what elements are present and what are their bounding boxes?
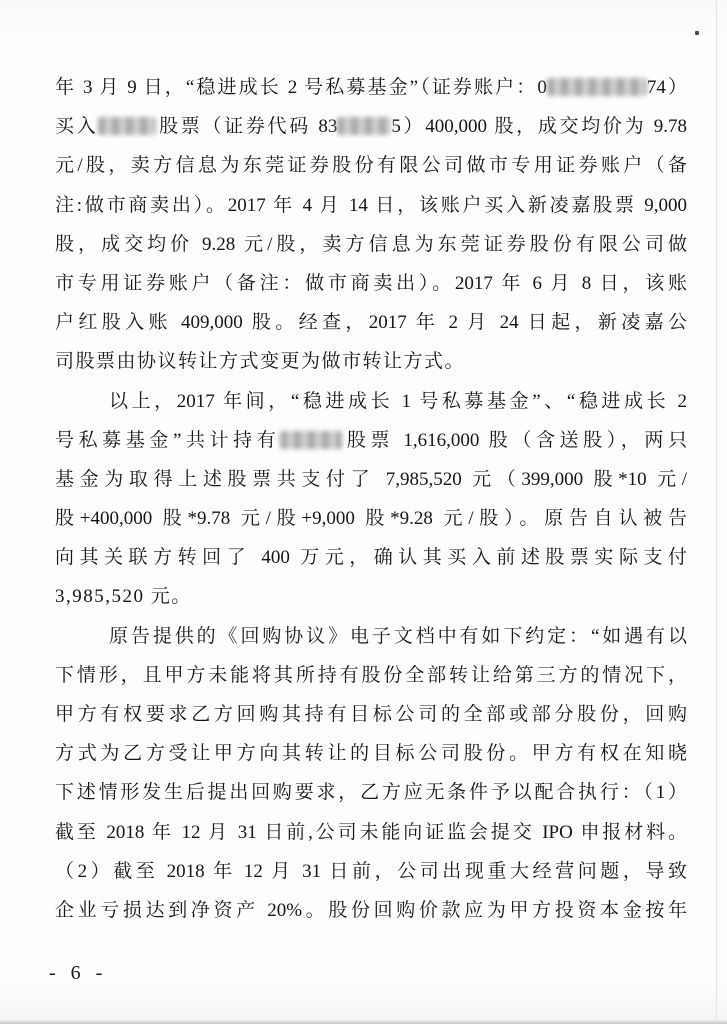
document-line: [55, 342, 687, 381]
document-text-segment: 基金为取得上述股票共支付了 7,985,520 元（399,000 股*10 元/: [55, 468, 687, 490]
document-line: [55, 538, 687, 577]
document-text-segment: 年 3 月 9 日，“稳进成长 2 号私募基金”（证券账户：0: [55, 77, 547, 98]
document-line: [55, 303, 687, 342]
document-text-segment: 股+400,000 股*9.78 元/股+9,000 股*9.28 元/股）。原告自认被告: [55, 508, 687, 530]
document-line: [55, 773, 687, 812]
document-text: [55, 68, 687, 930]
scan-speck-artifact: [695, 31, 699, 35]
document-text-segment: 下情形，且甲方未能将其所持有股份全部转让给第三方的情况下，: [55, 664, 687, 686]
document-line: [55, 107, 687, 146]
document-text-segment: 以上，2017 年间，“稳进成长 1 号私募基金”、“稳进成长 2: [109, 390, 687, 412]
document-text-segment: 号私募基金”共计持有: [55, 429, 281, 451]
document-text-segment: 5）400,000 股，成交均价为 9.78: [391, 116, 687, 138]
document-line: [55, 421, 687, 460]
document-text-segment: 甲方有权要求乙方回购其持有目标公司的全部或部分股份，回购: [55, 704, 687, 725]
document-line: [55, 617, 687, 656]
document-text-segment: 注:做市商卖出）。2017 年 4 月 14 日，该账户买入新凌嘉股票 9,000: [55, 194, 687, 216]
document-line: [55, 382, 687, 421]
document-text-segment: 买入: [55, 116, 99, 138]
document-text-segment: 元/股，卖方信息为东莞证券股份有限公司做市专用证券账户（备: [55, 155, 687, 177]
document-text-segment: 3,985,520 元。: [55, 586, 192, 608]
redacted-text: [98, 117, 156, 135]
document-line: [55, 460, 687, 499]
document-text-segment: 企业亏损达到净资产 20%。股份回购价款应为甲方投资本金按年: [55, 899, 687, 921]
document-line: [55, 146, 687, 185]
document-line: [55, 225, 687, 264]
document-line: [55, 695, 687, 734]
document-line: [55, 852, 687, 891]
redacted-text: [337, 117, 391, 135]
document-text-segment: 下述情形发生后提出回购要求，乙方应无条件予以配合执行：（1）: [55, 782, 687, 804]
scan-bottom-edge-shadow: [0, 1020, 727, 1024]
document-text-segment: 股票 1,616,000 股（含送股），两只: [342, 429, 687, 451]
document-text-segment: （2）截至 2018 年 12 月 31 日前，公司出现重大经营问题，导致: [55, 860, 687, 882]
document-text-segment: 方式为乙方受让甲方向其转让的目标公司股份。甲方有权在知晓: [55, 743, 687, 765]
page-number: - 6 -: [49, 962, 108, 984]
document-line: [55, 734, 687, 773]
document-line: [55, 264, 687, 303]
redacted-text: [547, 78, 647, 96]
document-line: [55, 891, 687, 930]
document-line: [55, 577, 687, 616]
document-line: [55, 813, 687, 852]
document-text-segment: 截至 2018 年 12 月 31 日前,公司未能向证监会提交 IPO 申报材料。: [55, 821, 687, 843]
document-text-segment: 司股票由协议转让方式变更为做市转让方式。: [55, 351, 466, 373]
document-line: [55, 186, 687, 225]
document-text-segment: 户红股入账 409,000 股。经查，2017 年 2 月 24 日起，新凌嘉公: [55, 312, 687, 334]
document-text-segment: 原告提供的《回购协议》电子文档中有如下约定：“如遇有以: [109, 625, 687, 647]
scan-right-edge-line: [716, 0, 717, 1024]
document-text-segment: 74）: [646, 77, 687, 98]
document-text-segment: 市专用证券账户（备注：做市商卖出）。2017 年 6 月 8 日，该账: [55, 272, 687, 294]
document-text-segment: 股票（证券代码 83: [156, 116, 338, 138]
document-line: [55, 68, 687, 107]
document-text-segment: 向其关联方转回了 400 万元，确认其买入前述股票实际支付: [55, 547, 687, 569]
document-line: [55, 656, 687, 695]
redacted-text: [280, 431, 342, 449]
document-text-segment: 股，成交均价 9.28 元/股，卖方信息为东莞证券股份有限公司做: [55, 233, 687, 255]
document-line: [55, 499, 687, 538]
